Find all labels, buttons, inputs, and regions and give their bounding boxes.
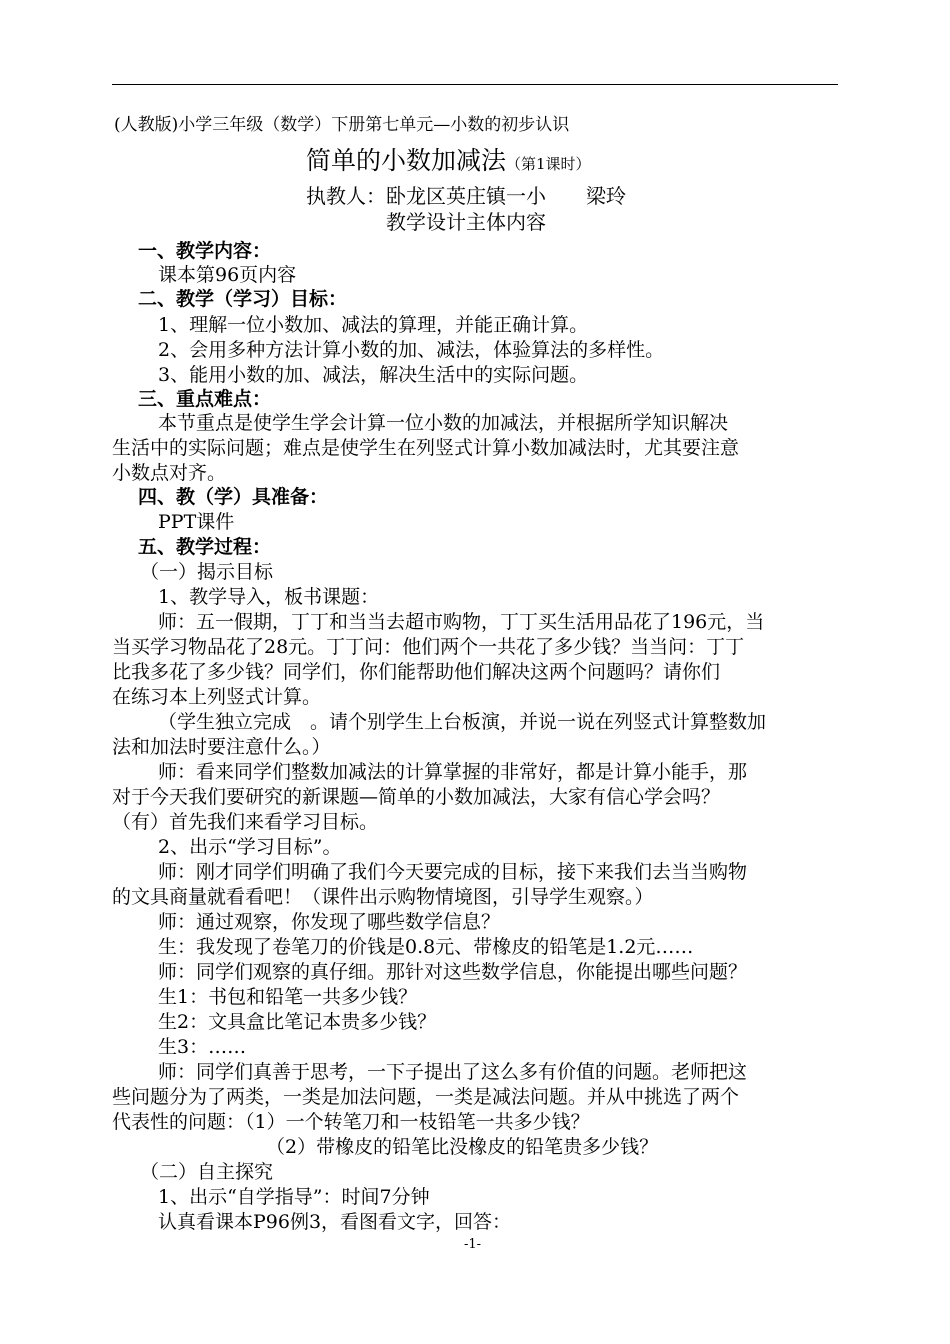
process-line: 当买学习物品花了28元。丁丁问：他们两个一共花了多少钱？当当问：丁丁 — [112, 636, 745, 658]
process-line: 师：看来同学们整数加减法的计算掌握的非常好，都是计算小能手，那 — [158, 761, 748, 783]
section-4-body: PPT课件 — [158, 511, 235, 533]
title-main: 简单的小数加减法 — [306, 146, 507, 175]
process-line: （学生独立完成 。请个别学生上台板演，并说一说在列竖式计算整数加 — [158, 711, 767, 733]
process-line: 2、出示“学习目标”。 — [158, 836, 342, 858]
process-line: （一）揭示目标 — [140, 561, 274, 583]
section-3-heading: 三、重点难点： — [138, 388, 272, 410]
process-line: 生1：书包和铅笔一共多少钱？ — [158, 986, 418, 1008]
page-title — [306, 144, 591, 181]
process-line: 的文具商量就看看吧！（课件出示购物情境图，引导学生观察。） — [112, 886, 654, 908]
process-line: 比我多花了多少钱？同学们，你们能帮助他们解决这两个问题吗？请你们 — [112, 661, 721, 683]
process-line: 师：刚才同学们明确了我们今天要完成的目标，接下来我们去当当购物 — [158, 861, 748, 883]
goal-item: 1、理解一位小数加、减法的算理，并能正确计算。 — [158, 314, 589, 336]
header-series: (人教版)小学三年级（数学）下册第七单元—小数的初步认识 — [114, 115, 570, 135]
page-number: -1- — [464, 1237, 482, 1252]
goal-item: 2、会用多种方法计算小数的加、减法，体验算法的多样性。 — [158, 339, 665, 361]
section-2-heading: 二、教学（学习）目标： — [138, 288, 348, 310]
keypoint-line: 生活中的实际问题；难点是使学生在列竖式计算小数加减法时，尤其要注意 — [112, 437, 740, 459]
section-5-heading: 五、教学过程： — [138, 536, 272, 558]
process-line: 1、教学导入，板书课题： — [158, 586, 380, 608]
goal-item: 3、能用小数的加、减法，解决生活中的实际问题。 — [158, 364, 589, 386]
process-line: 法和加法时要注意什么。） — [112, 736, 331, 758]
subtitle: 教学设计主体内容 — [386, 210, 546, 234]
keypoint-line: 小数点对齐。 — [112, 462, 227, 484]
process-line: 对于今天我们要研究的新课题—简单的小数加减法，大家有信心学会吗？ — [112, 786, 721, 808]
teacher-line: 执教人：卧龙区英庄镇一小 梁玲 — [306, 184, 626, 208]
process-line: （有）首先我们来看学习目标。 — [112, 811, 379, 833]
process-line: 生2：文具盒比笔记本贵多少钱？ — [158, 1011, 437, 1033]
process-line: （二）自主探究 — [140, 1161, 274, 1183]
process-line: 在练习本上列竖式计算。 — [112, 686, 322, 708]
section-4-heading: 四、教（学）具准备： — [138, 486, 329, 508]
section-1-body: 课本第96页内容 — [158, 264, 297, 286]
process-line: 师：通过观察，你发现了哪些数学信息？ — [158, 911, 501, 933]
process-line: 师：五一假期，丁丁和当当去超市购物，丁丁买生活用品花了196元，当 — [158, 611, 765, 633]
process-line: 代表性的问题：（1）一个转笔刀和一枝铅笔一共多少钱？ — [112, 1111, 590, 1133]
keypoint-line: 本节重点是使学生学会计算一位小数的加减法，并根据所学知识解决 — [158, 412, 729, 434]
section-1-heading: 一、教学内容： — [138, 240, 272, 262]
process-line: 生：我发现了卷笔刀的价钱是0.8元、带橡皮的铅笔是1.2元…… — [158, 936, 694, 958]
header-rule — [112, 84, 838, 85]
process-line: 师：同学们观察的真仔细。那针对这些数学信息，你能提出哪些问题？ — [158, 961, 748, 983]
process-line: 1、出示“自学指导”：时间7分钟 — [158, 1186, 430, 1208]
process-line: 认真看课本P96例3，看图看文字，回答： — [158, 1211, 512, 1233]
process-line: 生3：…… — [158, 1036, 247, 1058]
process-line: 师：同学们真善于思考，一下子提出了这么多有价值的问题。老师把这 — [158, 1061, 748, 1083]
process-line: （2）带橡皮的铅笔比没橡皮的铅笔贵多少钱？ — [266, 1136, 659, 1158]
title-note: （第1课时） — [506, 155, 591, 173]
process-line: 些问题分为了两类，一类是加法问题，一类是减法问题。并从中挑选了两个 — [112, 1086, 740, 1108]
